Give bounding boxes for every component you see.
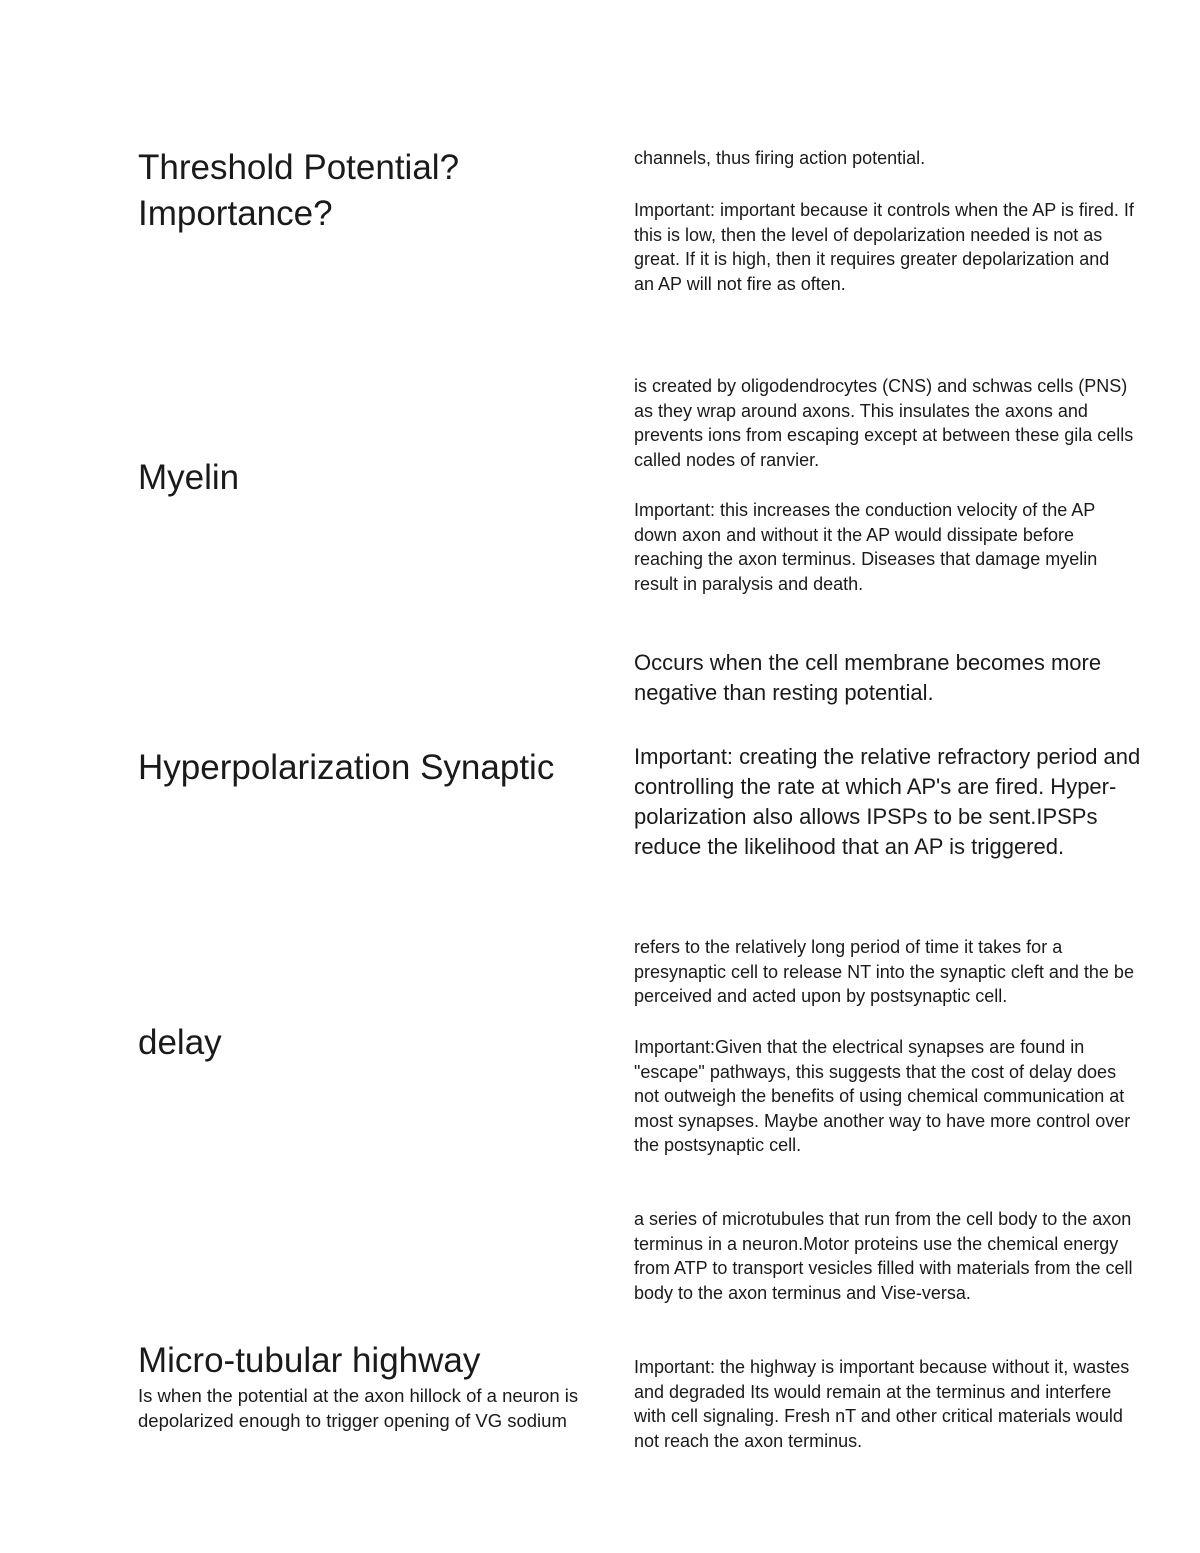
- threshold-definition-end: channels, thus firing action potential.: [634, 148, 926, 168]
- delay-definition: refers to the relatively long period of time it takes for a presynaptic cell to release NT into the synaptic cleft and the be perceived and acted upon by postsynaptic cell.: [634, 937, 1134, 1006]
- term-micro-tubular-highway: Micro-tubular highway: [138, 1341, 481, 1380]
- threshold-definition-start: Is when the potential at the axon hillock of a neuron is depolarized enough to trigger opening of VG sodium: [138, 1385, 579, 1431]
- term-importance: Importance?: [138, 194, 333, 233]
- term-myelin: Myelin: [138, 458, 240, 497]
- myelin-importance: Important: this increases the conduction velocity of the AP down axon and without it the AP would dissipate before reaching the axon terminus. Diseases that damage myelin result in paralysis and death.: [634, 500, 1098, 594]
- delay-importance: Important:Given that the electrical synapses are found in "escape" pathways, this suggests that the cost of delay does not outweigh the benefits of using chemical communication at most synapses. Maybe another way to have more control over the postsynaptic cell.: [634, 1037, 1131, 1155]
- threshold-importance: Important: important because it controls when the AP is fired. If this is low, then the level of depolarization needed is not as great. If it is high, then it requires greater depolarization and an AP will not fire as often.: [634, 200, 1134, 294]
- term-hyperpolarization-synaptic: Hyperpolarization Synaptic: [138, 748, 555, 787]
- hyperpolarization-importance: Important: creating the relative refractory period and controlling the rate at which AP's are fired. Hyper-polarization also allows IPSPs to be sent.IPSPs reduce the likelihood that an AP is triggered.: [634, 744, 1141, 859]
- term-threshold-potential: Threshold Potential?: [138, 148, 460, 187]
- hyperpolarization-definition: Occurs when the cell membrane becomes more negative than resting potential.: [634, 650, 1102, 705]
- microtubular-definition: a series of microtubules that run from the cell body to the axon terminus in a neuron.Motor proteins use the chemical energy from ATP to transport vesicles filled with materials from the cell body to the axon terminus and Vise-versa.: [634, 1209, 1133, 1303]
- microtubular-importance: Important: the highway is important because without it, wastes and degraded Its would remain at the terminus and interfere with cell signaling. Fresh nT and other critical materials would not reach the axon terminus.: [634, 1357, 1130, 1451]
- term-delay: delay: [138, 1023, 222, 1062]
- myelin-definition: is created by oligodendrocytes (CNS) and schwas cells (PNS) as they wrap around axons. This insulates the axons and prevents ions from escaping except at between these gila cells called nodes of ranvier.: [634, 376, 1134, 470]
